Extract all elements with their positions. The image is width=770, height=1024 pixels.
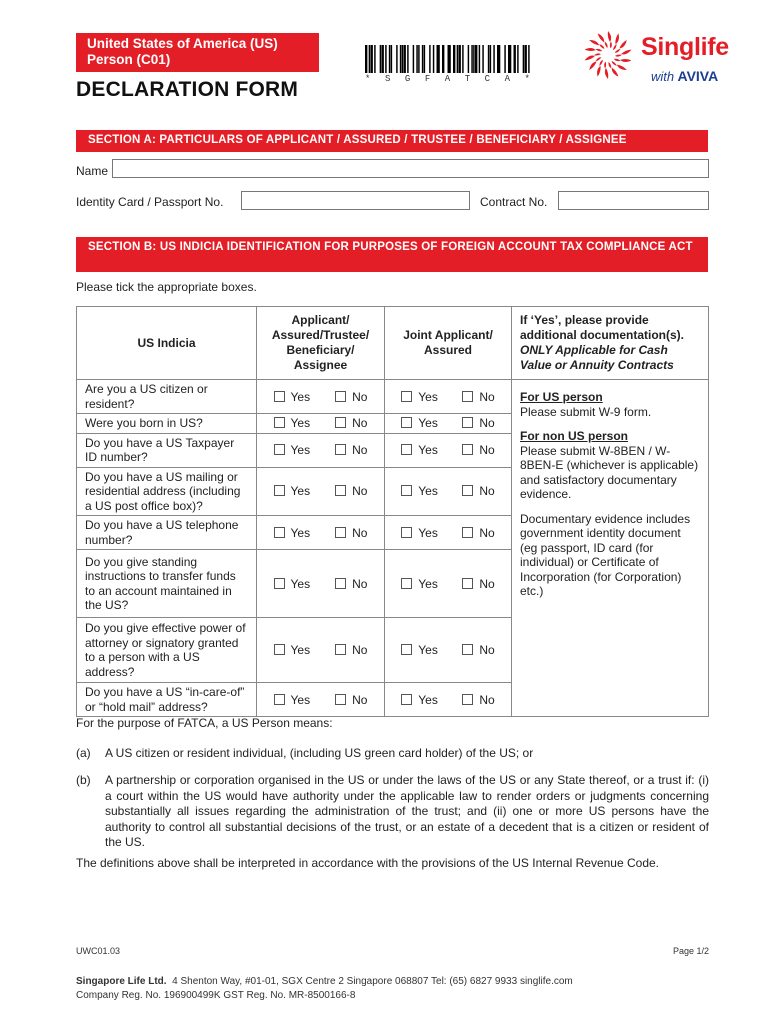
applicant-no-checkbox[interactable] xyxy=(335,527,346,538)
applicant-no-checkbox[interactable] xyxy=(335,391,346,402)
joint-no-checkbox[interactable] xyxy=(462,391,473,402)
applicant-no-checkbox[interactable] xyxy=(335,694,346,705)
joint-no-checkbox[interactable] xyxy=(462,417,473,428)
no-label: No xyxy=(352,484,368,499)
us-person-text: Please submit W-9 form. xyxy=(520,404,652,419)
col-documentation: If ‘Yes’, please provide additional documentation(s). ONLY Applicable for Cash Value or Annuity Contracts xyxy=(512,307,709,380)
yes-label: Yes xyxy=(290,692,311,707)
joint-yes-option[interactable] xyxy=(401,643,438,657)
no-label: No xyxy=(479,692,495,707)
yes-label: Yes xyxy=(418,484,438,499)
yes-label: Yes xyxy=(290,576,311,591)
joint-yes-checkbox[interactable] xyxy=(401,444,412,455)
joint-answer-cell xyxy=(385,467,512,516)
no-label: No xyxy=(352,443,368,457)
section-a-title: SECTION A: PARTICULARS OF APPLICANT / ASSURED / TRUSTEE / BENEFICIARY / ASSIGNEE xyxy=(76,130,708,152)
joint-yes-option[interactable] xyxy=(401,416,438,430)
indicia-question: Do you have a US Taxpayer ID number? xyxy=(77,433,257,467)
no-label: No xyxy=(352,576,368,591)
company-registration: Company Reg. No. 196900499K GST Reg. No. MR-8500166-8 xyxy=(76,990,356,1001)
joint-yes-option[interactable] xyxy=(401,484,438,498)
joint-no-checkbox[interactable] xyxy=(462,578,473,589)
no-label: No xyxy=(352,692,368,707)
applicant-no-option[interactable] xyxy=(335,526,367,540)
singlife-logo-icon xyxy=(580,27,636,83)
joint-yes-checkbox[interactable] xyxy=(401,485,412,496)
applicant-yes-option[interactable] xyxy=(274,526,311,540)
yes-label: Yes xyxy=(290,643,311,657)
no-label: No xyxy=(479,416,495,431)
joint-answer-cell xyxy=(385,380,512,414)
joint-answer-cell xyxy=(385,550,512,618)
joint-no-option[interactable] xyxy=(462,693,494,707)
joint-yes-option[interactable] xyxy=(401,390,438,404)
joint-no-option[interactable] xyxy=(462,643,494,657)
applicant-answer-cell xyxy=(257,683,385,717)
applicant-yes-option[interactable] xyxy=(274,693,311,707)
yes-label: Yes xyxy=(290,389,311,404)
applicant-answer-cell xyxy=(257,467,385,516)
yes-label: Yes xyxy=(418,525,438,540)
applicant-yes-option[interactable] xyxy=(274,643,311,657)
no-label: No xyxy=(352,643,368,657)
brand-name: Singlife xyxy=(641,33,729,61)
applicant-answer-cell xyxy=(257,414,385,434)
yes-label: Yes xyxy=(418,576,438,591)
joint-yes-checkbox[interactable] xyxy=(401,644,412,655)
joint-no-option[interactable] xyxy=(462,416,494,430)
us-indicia-table xyxy=(76,306,709,717)
col-us-indicia: US Indicia xyxy=(77,307,257,380)
applicant-no-checkbox[interactable] xyxy=(335,485,346,496)
no-label: No xyxy=(479,576,495,591)
person-type-banner: United States of America (US) Person (C01) xyxy=(76,33,319,72)
yes-label: Yes xyxy=(290,484,311,499)
definition-closing: The definitions above shall be interpreted in accordance with the provisions of the US Internal Revenue Code. xyxy=(76,856,660,870)
id-passport-label: Identity Card / Passport No. xyxy=(76,195,224,209)
yes-label: Yes xyxy=(418,443,438,457)
applicant-yes-option[interactable] xyxy=(274,443,311,457)
joint-yes-option[interactable] xyxy=(401,577,438,591)
indicia-question: Do you have a US “in-care-of” or “hold mail” address? xyxy=(77,683,257,717)
indicia-question: Do you have a US telephone number? xyxy=(77,516,257,550)
non-us-person-heading: For non US person xyxy=(520,429,628,443)
documentation-notes xyxy=(512,380,709,717)
name-input[interactable] xyxy=(112,159,709,178)
definition-intro: For the purpose of FATCA, a US Person means: xyxy=(76,716,333,730)
joint-no-checkbox[interactable] xyxy=(462,444,473,455)
definition-a-marker: (a) xyxy=(76,746,91,760)
indicia-row xyxy=(77,380,709,414)
joint-answer-cell xyxy=(385,618,512,683)
applicant-answer-cell xyxy=(257,433,385,467)
no-label: No xyxy=(479,443,495,457)
indicia-question: Do you give standing instructions to transfer funds to an account maintained in the US? xyxy=(77,550,257,618)
yes-label: Yes xyxy=(290,443,311,457)
applicant-yes-option[interactable] xyxy=(274,416,311,430)
definition-b-text: A partnership or corporation organised in the US or under the laws of the US or any State thereof, or a trust if: (i) a court within the US would have authority under the applicable law to render orders or judgments concerning substantially all issues regarding the administration of the trust; and (ii) one or more US persons have the authority to control all substantial decisions of the trust, or an estate of a decedent that is a citizen or resident of the US. xyxy=(105,773,709,849)
applicant-answer-cell xyxy=(257,618,385,683)
applicant-no-option[interactable] xyxy=(335,577,367,591)
id-passport-input[interactable] xyxy=(241,191,470,210)
joint-yes-checkbox[interactable] xyxy=(401,417,412,428)
joint-answer-cell xyxy=(385,414,512,434)
no-label: No xyxy=(352,525,368,540)
definition-a-text: A US citizen or resident individual, (including US green card holder) of the US; or xyxy=(105,746,534,760)
col-joint: Joint Applicant/ Assured xyxy=(385,307,512,380)
indicia-question: Do you have a US mailing or residential address (including a US post office box)? xyxy=(77,467,257,516)
yes-label: Yes xyxy=(418,692,438,707)
joint-no-option[interactable] xyxy=(462,484,494,498)
tick-instruction: Please tick the appropriate boxes. xyxy=(76,280,257,294)
applicant-no-checkbox[interactable] xyxy=(335,444,346,455)
contract-no-input[interactable] xyxy=(558,191,709,210)
name-label: Name xyxy=(76,164,109,178)
applicant-yes-checkbox[interactable] xyxy=(274,644,285,655)
joint-no-checkbox[interactable] xyxy=(462,644,473,655)
applicant-no-option[interactable] xyxy=(335,390,367,404)
applicant-yes-option[interactable] xyxy=(274,484,311,498)
brand-partner: with AVIVA xyxy=(651,68,719,84)
definition-b-marker: (b) xyxy=(76,773,91,787)
joint-no-checkbox[interactable] xyxy=(462,485,473,496)
applicant-yes-checkbox[interactable] xyxy=(274,444,285,455)
yes-label: Yes xyxy=(290,525,311,540)
applicant-yes-option[interactable] xyxy=(274,390,311,404)
barcode-label: * S G F A T C A * xyxy=(365,74,530,84)
yes-label: Yes xyxy=(290,416,311,431)
joint-yes-option[interactable] xyxy=(401,693,438,707)
joint-no-checkbox[interactable] xyxy=(462,694,473,705)
joint-no-checkbox[interactable] xyxy=(462,527,473,538)
joint-yes-checkbox[interactable] xyxy=(401,391,412,402)
no-label: No xyxy=(479,484,495,499)
non-us-person-text: Please submit W-8BEN / W-8BEN-E (whichever is applicable) and satisfactory documentary evidence. xyxy=(520,443,699,501)
joint-no-option[interactable] xyxy=(462,526,494,540)
applicant-yes-checkbox[interactable] xyxy=(274,417,285,428)
yes-label: Yes xyxy=(418,643,438,657)
form-title: DECLARATION FORM xyxy=(76,78,299,101)
indicia-question: Do you give effective power of attorney or signatory granted to a person with a US address? xyxy=(77,618,257,683)
applicant-no-option[interactable] xyxy=(335,693,367,707)
barcode xyxy=(365,45,530,73)
applicant-yes-checkbox[interactable] xyxy=(274,391,285,402)
documentary-evidence-text: Documentary evidence includes government identity document (eg passport, ID card (for individual) or Certificate of Incorporation (for Corporation) etc.) xyxy=(520,511,691,598)
joint-no-option[interactable] xyxy=(462,443,494,457)
company-address: Singapore Life Ltd. 4 Shenton Way, #01-01, SGX Centre 2 Singapore 068807 Tel: (65) 6827 9933 singlife.com xyxy=(76,976,573,987)
section-b-title: SECTION B: US INDICIA IDENTIFICATION FOR PURPOSES OF FOREIGN ACCOUNT TAX COMPLIANCE ACT xyxy=(76,237,708,272)
applicant-answer-cell xyxy=(257,380,385,414)
joint-no-option[interactable] xyxy=(462,390,494,404)
applicant-answer-cell xyxy=(257,516,385,550)
joint-yes-checkbox[interactable] xyxy=(401,694,412,705)
applicant-no-option[interactable] xyxy=(335,416,367,430)
no-label: No xyxy=(479,389,495,404)
joint-answer-cell xyxy=(385,516,512,550)
applicant-yes-checkbox[interactable] xyxy=(274,694,285,705)
applicant-no-checkbox[interactable] xyxy=(335,644,346,655)
joint-yes-checkbox[interactable] xyxy=(401,578,412,589)
applicant-no-checkbox[interactable] xyxy=(335,578,346,589)
col-applicant: Applicant/ Assured/Trustee/ Beneficiary/ Assignee xyxy=(257,307,385,380)
joint-yes-option[interactable] xyxy=(401,443,438,457)
applicant-yes-checkbox[interactable] xyxy=(274,578,285,589)
applicant-no-option[interactable] xyxy=(335,443,367,457)
us-person-heading: For US person xyxy=(520,390,603,404)
form-code: UWC01.03 xyxy=(76,946,121,956)
indicia-question: Were you born in US? xyxy=(77,414,257,434)
joint-answer-cell xyxy=(385,683,512,717)
yes-label: Yes xyxy=(418,416,438,431)
applicant-no-option[interactable] xyxy=(335,484,367,498)
applicant-yes-checkbox[interactable] xyxy=(274,527,285,538)
indicia-question: Are you a US citizen or resident? xyxy=(77,380,257,414)
no-label: No xyxy=(479,525,495,540)
contract-no-label: Contract No. xyxy=(480,195,548,209)
page-number: Page 1/2 xyxy=(672,946,709,956)
applicant-yes-checkbox[interactable] xyxy=(274,485,285,496)
joint-yes-option[interactable] xyxy=(401,526,438,540)
no-label: No xyxy=(352,416,368,431)
applicant-yes-option[interactable] xyxy=(274,577,311,591)
joint-yes-checkbox[interactable] xyxy=(401,527,412,538)
no-label: No xyxy=(479,643,495,657)
joint-answer-cell xyxy=(385,433,512,467)
yes-label: Yes xyxy=(418,389,438,404)
applicant-no-option[interactable] xyxy=(335,643,367,657)
applicant-no-checkbox[interactable] xyxy=(335,417,346,428)
applicant-answer-cell xyxy=(257,550,385,618)
joint-no-option[interactable] xyxy=(462,577,494,591)
no-label: No xyxy=(352,389,368,404)
